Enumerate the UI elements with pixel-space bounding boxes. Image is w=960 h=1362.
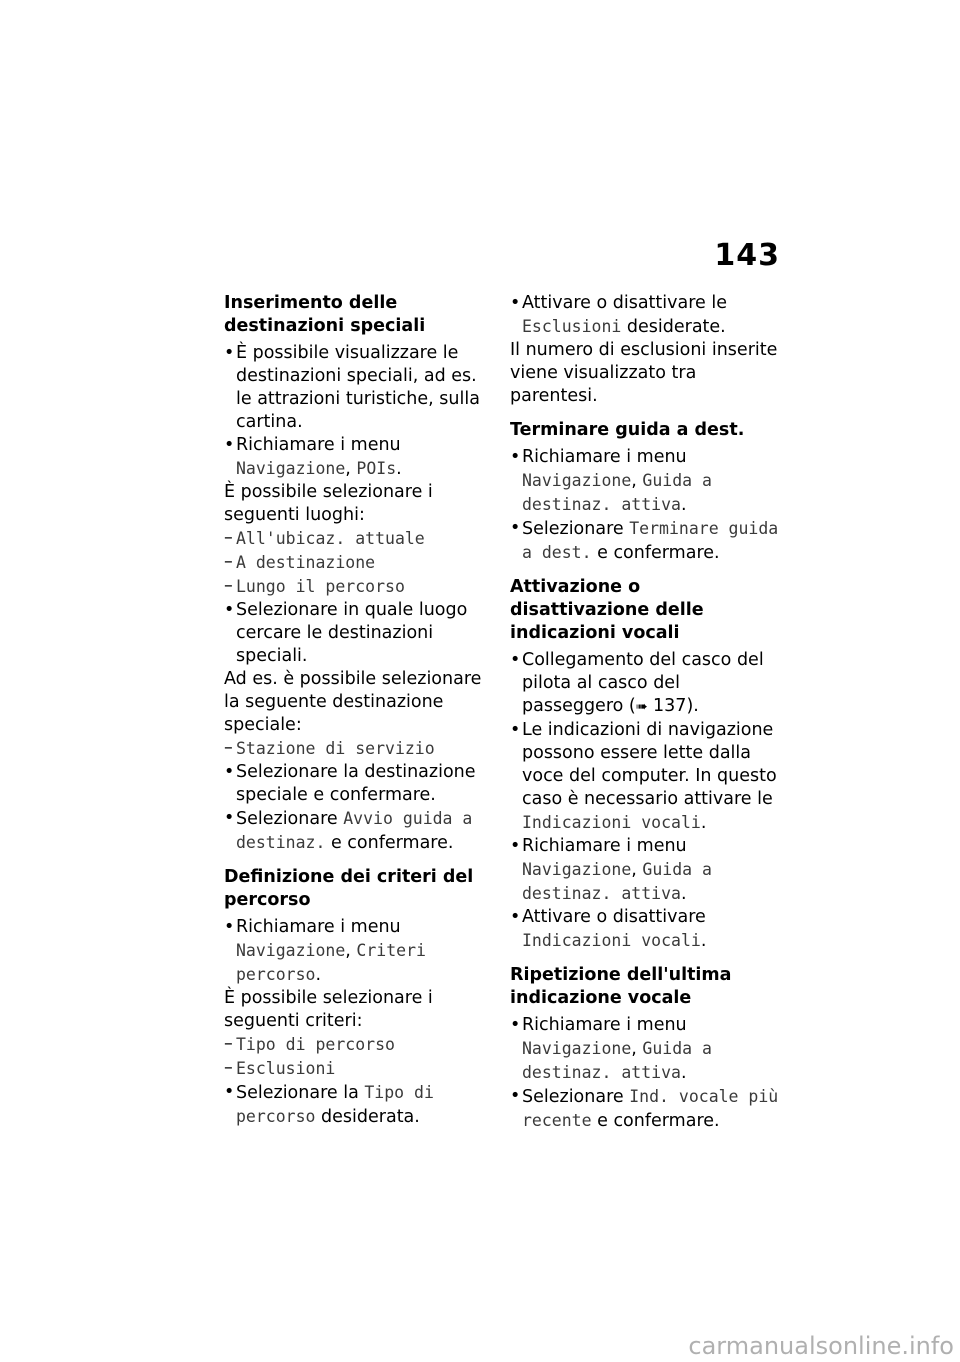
bullet-icon: • — [224, 600, 235, 620]
list-item: • Selezionare Avvio guida a destinaz. e confermare. — [224, 808, 473, 853]
menu-term: Guida a destinaz. attiva — [522, 471, 712, 514]
bullet-icon: • — [510, 1086, 521, 1106]
bullet-icon: • — [510, 836, 521, 856]
left-column — [224, 292, 490, 1129]
menu-term: Navigazione — [236, 459, 346, 478]
dash-item: – All'ubicaz. attuale — [224, 528, 425, 548]
list-item: • Selezionare Ind. vocale più recente e confermare. — [510, 1086, 779, 1131]
menu-term: POIs — [356, 459, 397, 478]
page-reference: 137 — [647, 696, 687, 716]
dash-icon: – — [224, 576, 233, 596]
bullet-icon: • — [510, 650, 521, 670]
menu-term: Navigazione — [236, 941, 346, 960]
list-item: • Richiamare i menu Navigazione, POIs. — [224, 435, 402, 479]
menu-term: Terminare guida a dest. — [522, 519, 779, 562]
dash-item: – Lungo il percorso — [224, 576, 405, 596]
dash-icon: – — [224, 738, 233, 758]
bullet-icon: • — [224, 435, 235, 455]
bullet-icon: • — [224, 1082, 235, 1102]
section-title-repeat-voice: Ripetizione dell'ultima indicazione vocale — [510, 965, 732, 1008]
page-reference-arrow-icon: ➠ — [635, 699, 648, 715]
bullet-icon: • — [510, 447, 521, 467]
bullet-icon: • — [224, 762, 235, 782]
bullet-icon: • — [510, 907, 521, 927]
list-item: • Richiamare i menu Navigazione, Guida a destinaz. attiva. — [510, 447, 712, 515]
menu-term: Navigazione — [522, 471, 632, 490]
menu-term: Criteri percorso — [236, 941, 426, 984]
paragraph: È possibile selezionare i seguenti criteri: — [224, 988, 433, 1031]
list-item: • Richiamare i menu Navigazione, Criteri percorso. — [224, 917, 426, 985]
dash-item: – Stazione di servizio — [224, 738, 435, 758]
list-item: • Selezionare Terminare guida a dest. e confermare. — [510, 518, 779, 563]
dash-item: – Esclusioni — [224, 1058, 336, 1078]
menu-term: Ind. vocale più recente — [522, 1087, 779, 1130]
section-title-special-destinations: Inserimento delle destinazioni speciali — [224, 293, 426, 336]
list-item: • Selezionare in quale luogo cercare le destinazioni speciali. — [224, 600, 468, 666]
dash-icon: – — [224, 1034, 233, 1054]
list-item: • Selezionare la Tipo di percorso desiderata. — [224, 1082, 434, 1127]
dash-item: – A destinazione — [224, 552, 376, 572]
list-item: • Selezionare la destinazione speciale e confermare. — [224, 762, 476, 805]
bullet-icon: • — [510, 1015, 521, 1035]
dash-icon: – — [224, 1058, 233, 1078]
menu-term: Navigazione — [522, 1039, 632, 1058]
dash-item: – Tipo di percorso — [224, 1034, 395, 1054]
menu-term: Indicazioni vocali — [522, 813, 701, 832]
menu-term: Guida a destinaz. attiva — [522, 860, 712, 903]
menu-term: Indicazioni vocali — [522, 931, 701, 950]
bullet-icon: • — [510, 720, 521, 740]
paragraph: È possibile selezionare i seguenti luoghi: — [224, 482, 433, 525]
dash-icon: – — [224, 552, 233, 572]
watermark: carmanualsonline.info — [688, 1332, 954, 1360]
bullet-icon: • — [224, 917, 235, 937]
menu-term: Navigazione — [522, 860, 632, 879]
menu-term: Esclusioni — [522, 317, 622, 336]
dash-icon: – — [224, 528, 233, 548]
list-item: • È possibile visualizzare le destinazioni speciali, ad es. le attrazioni turistiche, sulla cartina. — [224, 343, 480, 432]
list-item: • Richiamare i menu Navigazione, Guida a destinaz. attiva. — [510, 1015, 712, 1083]
section-title-route-criteria: Definizione dei criteri del percorso — [224, 867, 474, 910]
menu-term: Guida a destinaz. attiva — [522, 1039, 712, 1082]
paragraph: Il numero di esclusioni inserite viene visualizzato tra parentesi. — [510, 340, 778, 406]
list-item: • Le indicazioni di navigazione possono essere lette dalla voce del computer. In questo caso è necessario attivare le Indicazioni vocali. — [510, 720, 777, 833]
right-column — [510, 292, 780, 1133]
bullet-icon: • — [224, 343, 235, 363]
menu-term: Avvio guida a destinaz. — [236, 809, 473, 852]
section-title-voice-guidance: Attivazione o disattivazione delle indicazioni vocali — [510, 577, 704, 643]
bullet-icon: • — [510, 293, 521, 313]
bullet-icon: • — [510, 518, 521, 538]
list-item: • Richiamare i menu Navigazione, Guida a destinaz. attiva. — [510, 836, 712, 904]
page-number: 143 — [714, 238, 780, 273]
bullet-icon: • — [224, 808, 235, 828]
list-item: • Collegamento del casco del pilota al casco del passeggero (➠ 137). — [510, 650, 764, 716]
list-item: • Attivare o disattivare le Esclusioni desiderate. — [510, 293, 727, 337]
menu-term: Tipo di percorso — [236, 1083, 434, 1126]
section-title-end-guidance: Terminare guida a dest. — [510, 420, 745, 440]
list-item: • Attivare o disattivare Indicazioni vocali. — [510, 907, 707, 951]
paragraph: Ad es. è possibile selezionare la seguente destinazione speciale: — [224, 669, 482, 735]
